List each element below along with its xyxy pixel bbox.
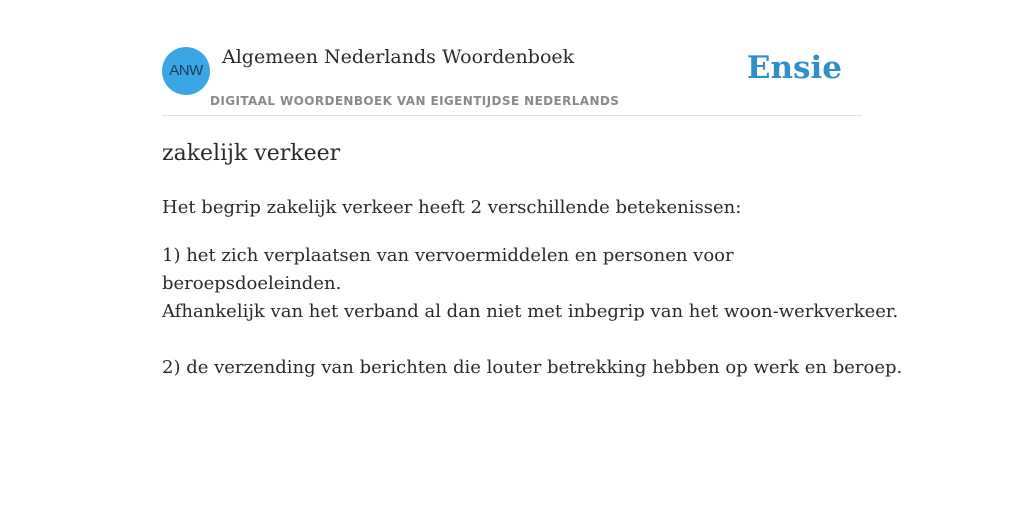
- definition-line: 2) de verzending van berichten die louter betrekking hebben op werk en beroep.: [162, 357, 903, 378]
- definition-item: [162, 242, 899, 326]
- definition-line: Afhankelijk van het verband al dan niet met inbegrip van het woon-werkverkeer.: [162, 301, 899, 322]
- definition-line: beroepsdoeleinden.: [162, 273, 342, 294]
- anw-logo[interactable]: ANW: [162, 47, 210, 95]
- definition-spacer: [162, 326, 872, 354]
- ensie-brand-link[interactable]: Ensie: [746, 50, 842, 86]
- entry-intro: Het begrip zakelijk verkeer heeft 2 verschillende betekenissen:: [162, 197, 742, 218]
- entry-term: zakelijk verkeer: [162, 141, 341, 166]
- entry-content: [162, 138, 903, 382]
- definition-item: [162, 354, 903, 382]
- site-header: [162, 40, 862, 116]
- site-title-link[interactable]: Algemeen Nederlands Woordenboek: [222, 46, 575, 68]
- definition-list: [162, 242, 903, 382]
- site-subtitle: DIGITAAL WOORDENBOEK VAN EIGENTIJDSE NEDERLANDS: [210, 94, 620, 108]
- definition-line: 1) het zich verplaatsen van vervoermiddelen en personen voor: [162, 245, 734, 266]
